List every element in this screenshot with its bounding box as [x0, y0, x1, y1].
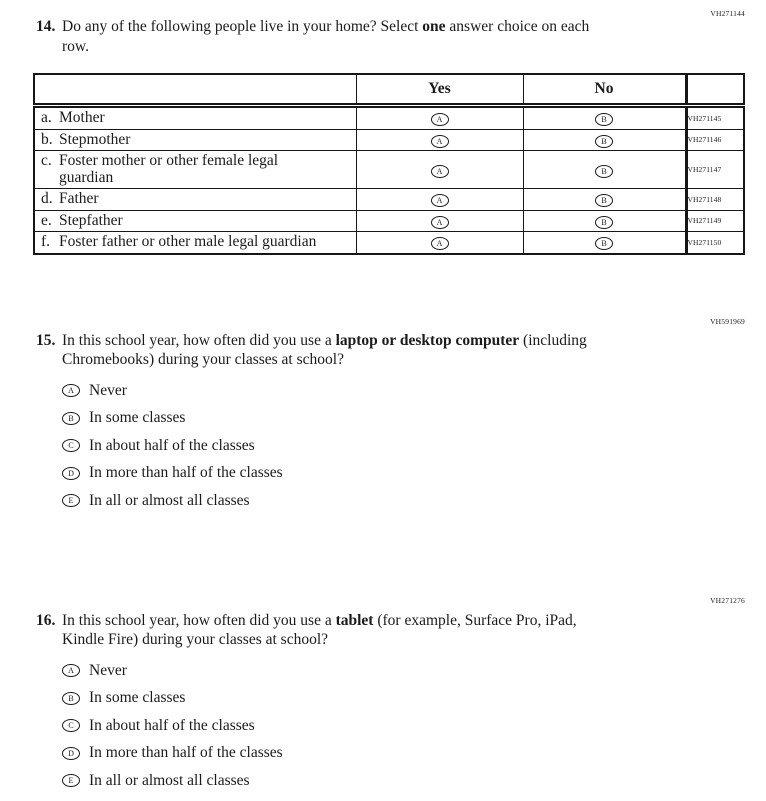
- q15-text-part1: In this school year, how often did you use a: [62, 332, 336, 349]
- q16-option-all: [62, 772, 577, 789]
- table-row-foster-father: [34, 232, 744, 254]
- question-15-number: 15.: [36, 332, 56, 349]
- question-16: [36, 611, 577, 800]
- no-bubble[interactable]: B: [595, 135, 613, 148]
- option-bubble-e[interactable]: E: [62, 774, 80, 787]
- option-bubble-a[interactable]: A: [62, 384, 80, 397]
- yes-bubble[interactable]: A: [431, 237, 449, 250]
- q16-option-half: [62, 717, 577, 734]
- row-label: [35, 232, 356, 253]
- row-code: VH271150: [686, 232, 744, 254]
- row-label: [35, 189, 356, 210]
- question-14-number: 14.: [36, 18, 56, 35]
- header-empty-cell: [34, 74, 356, 106]
- row-label: [35, 130, 356, 151]
- q16-text-part2: (for example, Surface Pro, iPad,: [373, 612, 577, 629]
- table-row-stepmother: [34, 129, 744, 151]
- row-key: e.: [41, 211, 52, 229]
- option-bubble-b[interactable]: B: [62, 692, 80, 705]
- option-bubble-a[interactable]: A: [62, 664, 80, 677]
- row-code: VH271146: [686, 129, 744, 151]
- q16-option-never: [62, 662, 577, 679]
- option-label: In about half of the classes: [89, 716, 255, 734]
- row-code: VH271145: [686, 106, 744, 130]
- q15-option-half: [62, 437, 587, 454]
- q16-text-part3: Kindle Fire) during your classes at school?: [62, 631, 329, 648]
- q14-text-part3: row.: [62, 38, 89, 55]
- question-16-text: [62, 611, 577, 649]
- option-label: In some classes: [89, 409, 186, 426]
- row-text: Stepfather: [59, 211, 123, 229]
- question-14: [36, 17, 589, 57]
- option-bubble-e[interactable]: E: [62, 494, 80, 507]
- q16-text-part1: In this school year, how often did you use a: [62, 612, 336, 629]
- row-text: Father: [59, 190, 99, 207]
- yes-bubble[interactable]: A: [431, 216, 449, 229]
- option-bubble-c[interactable]: C: [62, 439, 80, 452]
- no-bubble[interactable]: B: [595, 113, 613, 126]
- table-row-father: [34, 189, 744, 211]
- row-label: [35, 211, 356, 232]
- q15-option-all: [62, 492, 587, 509]
- q16-accession-code: VH271276: [710, 596, 745, 605]
- option-bubble-d[interactable]: D: [62, 467, 80, 480]
- yes-bubble[interactable]: A: [431, 135, 449, 148]
- q16-option-more-than-half: [62, 745, 577, 762]
- q15-text-part2: (including: [519, 332, 587, 349]
- option-label: Never: [89, 661, 127, 679]
- q15-options: [62, 382, 587, 509]
- option-bubble-c[interactable]: C: [62, 719, 80, 732]
- row-text: Foster father or other male legal guardian: [59, 233, 317, 250]
- header-code-cell: [686, 74, 744, 106]
- option-label: In all or almost all classes: [89, 771, 250, 789]
- option-bubble-b[interactable]: B: [62, 412, 80, 425]
- option-label: In more than half of the classes: [89, 464, 283, 481]
- q15-accession-code: VH591969: [710, 317, 745, 326]
- q14-household-table: [33, 73, 745, 255]
- row-key: c.: [41, 152, 52, 169]
- q15-option-more-than-half: [62, 465, 587, 482]
- q15-text-bold: laptop or desktop computer: [335, 332, 520, 349]
- q16-option-some: [62, 690, 577, 707]
- row-text: Stepmother: [59, 130, 131, 148]
- row-key: a.: [41, 109, 52, 126]
- no-bubble[interactable]: B: [595, 165, 613, 178]
- row-text: Mother: [59, 109, 105, 126]
- table-row-foster-mother: [34, 151, 744, 189]
- option-label: Never: [89, 381, 127, 399]
- q15-option-some: [62, 410, 587, 427]
- no-bubble[interactable]: B: [595, 216, 613, 229]
- option-label: In more than half of the classes: [89, 744, 283, 761]
- q14-text-part2: answer choice on each: [445, 18, 590, 35]
- no-column-header: No: [523, 74, 686, 106]
- option-bubble-d[interactable]: D: [62, 747, 80, 760]
- question-14-text: [62, 17, 589, 57]
- yes-bubble[interactable]: A: [431, 113, 449, 126]
- question-15-text: [62, 331, 587, 369]
- yes-bubble[interactable]: A: [431, 165, 449, 178]
- q15-text-part3: Chromebooks) during your classes at school?: [62, 351, 344, 368]
- question-16-number: 16.: [36, 612, 56, 629]
- row-key: f.: [41, 233, 51, 250]
- row-code: VH271147: [686, 151, 744, 189]
- q14-text-bold: one: [422, 18, 446, 35]
- question-15: [36, 331, 587, 520]
- q15-option-never: [62, 382, 587, 399]
- q14-text-part1: Do any of the following people live in your home? Select: [62, 18, 423, 35]
- q14-accession-code: VH271144: [710, 9, 745, 18]
- q16-text-bold: tablet: [335, 612, 374, 629]
- row-key: b.: [41, 130, 53, 148]
- row-code: VH271148: [686, 189, 744, 211]
- no-bubble[interactable]: B: [595, 194, 613, 207]
- option-label: In all or almost all classes: [89, 491, 250, 509]
- row-key: d.: [41, 190, 53, 207]
- table-row-stepfather: [34, 210, 744, 232]
- row-text: Foster mother or other female legal guardian: [59, 152, 279, 186]
- option-label: In about half of the classes: [89, 436, 255, 454]
- row-label: [35, 108, 356, 129]
- row-label: [35, 151, 356, 188]
- no-bubble[interactable]: B: [595, 237, 613, 250]
- row-code: VH271149: [686, 210, 744, 232]
- table-row-mother: [34, 106, 744, 130]
- q16-options: [62, 662, 577, 789]
- table-header-row: [34, 74, 744, 106]
- yes-column-header: Yes: [356, 74, 523, 106]
- yes-bubble[interactable]: A: [431, 194, 449, 207]
- option-label: In some classes: [89, 689, 186, 706]
